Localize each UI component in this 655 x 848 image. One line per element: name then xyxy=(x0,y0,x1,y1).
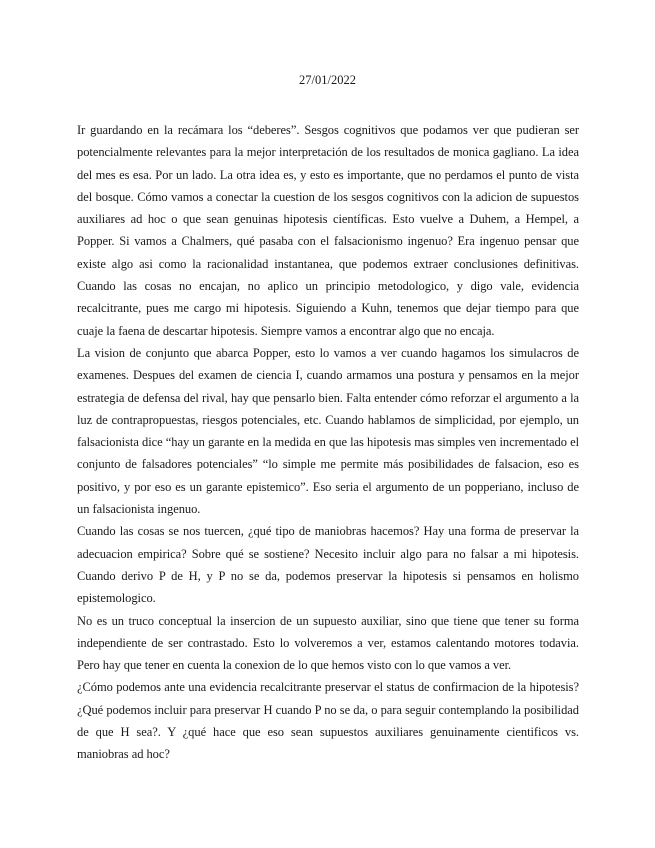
paragraph: No es un truco conceptual la insercion de un supuesto auxiliar, sino que tiene que tener su forma independiente de ser contrastado. Esto lo volveremos a ver, estamos calentando motores todavia. Pero hay que tener en cuenta la conexion de lo que hemos visto con lo que vamos a ver. xyxy=(77,613,579,673)
document-body xyxy=(77,119,579,766)
paragraph: ¿Cómo podemos ante una evidencia recalcitrante preservar el status de confirmacion de la hipotesis? ¿Qué podemos incluir para preservar H cuando P no se da, o para seguir contemplando la posibilidad de que H sea?. Y ¿qué hace que eso sean supuestos auxiliares genuinamente cientificos vs. maniobras ad hoc? xyxy=(77,680,579,762)
paragraph: La vision de conjunto que abarca Popper, esto lo vamos a ver cuando hagamos los simulacros de examenes. Despues del examen de ciencia I, cuando armamos una postura y pensamos en la mejor estrategia de defensa del rival, hay que pensarlo bien. Falta entender cómo reforzar el argumento a la luz de contrapropuestas, riesgos potenciales, etc. Cuando hablamos de simplicidad, por ejemplo, un falsacionista dice “hay un garante en la medida en que las hipotesis mas simples ven incrementado el conjunto de falsadores potenciales” “lo simple me permite más posibilidades de falsacion, eso es positivo, y por eso es un garante epistemico”. Eso seria el argumento de un popperiano, incluso de un falsacionista ingenuo. xyxy=(77,345,579,517)
paragraph: Cuando las cosas se nos tuercen, ¿qué tipo de maniobras hacemos? Hay una forma de preservar la adecuacion empirica? Sobre qué se sostiene? Necesito incluir algo para no falsar a mi hipotesis. Cuando derivo P de H, y P no se da, podemos preservar la hipotesis si pensamos en holismo epistemologico. xyxy=(77,524,579,606)
document-date: 27/01/2022 xyxy=(299,73,356,87)
paragraph: Ir guardando en la recámara los “deberes”. Sesgos cognitivos que podamos ver que pudieran ser potencialmente relevantes para la mejor interpretación de los resultados de monica gagliano. La idea del mes es esa. Por un lado. La otra idea es, y esto es importante, que no perdamos el punto de vista del bosque. Cómo vamos a conectar la cuestion de los sesgos cognitivos con la adicion de supuestos auxiliares ad hoc o que sean genuinas hipotesis científicas. Esto vuelve a Duhem, a Hempel, a Popper. Si vamos a Chalmers, qué pasaba con el falsacionismo ingenuo? Era ingenuo pensar que existe algo asi como la racionalidad instantanea, que podemos extraer conclusiones definitivas. Cuando las cosas no encajan, no aplico un principio metodologico, y digo vale, evidencia recalcitrante, pues me cargo mi hipotesis. Siguiendo a Kuhn, tenemos que dejar tiempo para que cuaje la faena de descartar hipotesis. Siempre vamos a encontrar algo que no encaja. xyxy=(77,123,579,338)
